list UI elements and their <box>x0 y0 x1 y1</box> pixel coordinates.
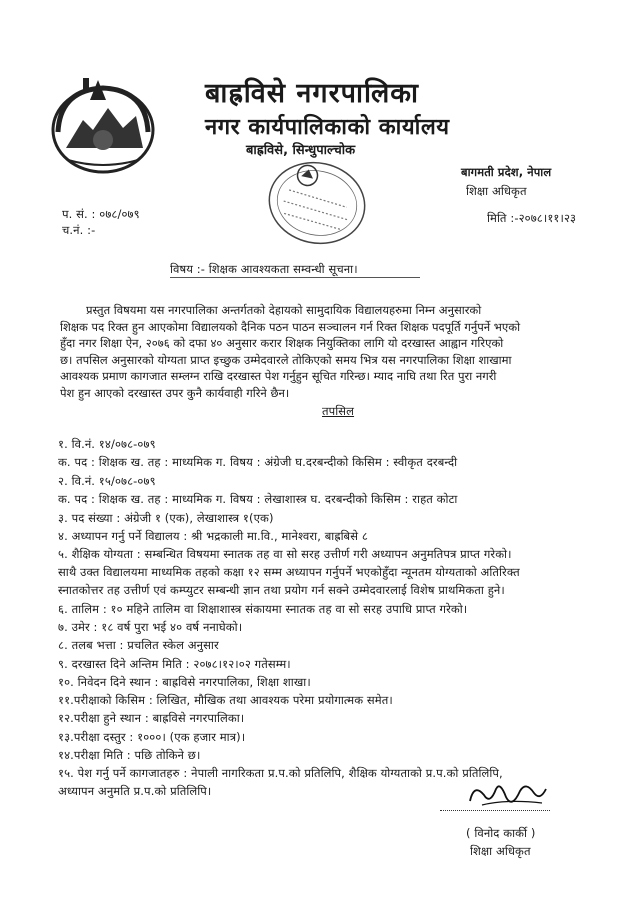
body-line: शिक्षक पद रिक्त हुन आएकोमा विद्यालयको दैनिक पठन पाठन सञ्चालन गर्न रिक्त शिक्षक पदपूर्ति गर्नुपर्ने भएको <box>60 319 521 334</box>
list-item: १४.परीक्षा मिति : पछि तोकिने छ। <box>58 748 201 762</box>
section-name: शिक्षा अधिकृत <box>466 184 527 198</box>
list-item: ५. शैक्षिक योग्यता : सम्बन्धित विषयमा स्नातक तह वा सो सरह उत्तीर्ण गरी अध्यापन अनुमतिपत्र प्राप्त गरेको। <box>58 547 512 561</box>
signature-line <box>440 810 550 811</box>
letter-number: प. सं. : ०७८/०७९ <box>62 207 140 221</box>
municipality-name: बाह्रविसे नगरपालिका <box>205 78 419 109</box>
subject-underline <box>170 277 420 278</box>
municipality-logo <box>38 70 168 175</box>
body-line: हुँदा नगर शिक्षा ऐन, २०७६ को दफा ४० अनुसार करार शिक्षक नियुक्तिका लागि यो दरखास्त आह्वान गरिएको <box>60 336 504 350</box>
body-line: पेश हुन आएको दरखास्त उपर कुनै कार्यवाही गरिने छैन। <box>60 385 290 400</box>
subject-line: विषय :- शिक्षक आवश्यकता सम्वन्धी सूचना। <box>170 262 358 276</box>
body-line: आवश्यक प्रमाण कागजात सम्लग्न राखि दरखास्त पेश गर्नुहुन सूचित गरिन्छ। म्याद नाघि तथा रित पुरा नगरी <box>60 369 497 383</box>
list-item: ८. तलब भत्ता : प्रचलित स्केल अनुसार <box>58 638 219 652</box>
list-item: ६. तालिम : १० महिने तालिम वा शिक्षाशास्त्र संकायमा स्नातक तह वा सो सरह उपाधि प्राप्त गरेको। <box>58 602 468 616</box>
list-item: साथै उक्त विद्यालयमा माध्यमिक तहको कक्षा १२ सम्म अध्यापन गर्नुपर्ने भएकोहुँदा न्यूनतम योग्यताको अतिरिक्त <box>58 565 520 579</box>
list-item: क. पद : शिक्षक ख. तह : माध्यमिक ग. विषय : लेखाशास्त्र घ. दरबन्दीको किसिम : राहत कोटा <box>58 492 458 506</box>
list-item: क. पद : शिक्षक ख. तह : माध्यमिक ग. विषय : अंग्रेजी घ.दरबन्दीको किसिम : स्वीकृत दरबन्दी <box>58 455 458 469</box>
letter-date: मिति :-२०७८।११।२३ <box>487 211 577 225</box>
list-item: ९. दरखास्त दिने अन्तिम मिति : २०७८।१२।०२ गतेसम्म। <box>58 657 291 671</box>
list-item: १२.परीक्षा हुने स्थान : बाह्रविसे नगरपालिका। <box>58 711 245 725</box>
tapsil-heading: तपसिल <box>322 404 355 418</box>
list-item: १०. निवेदन दिने स्थान : बाह्रविसे नगरपालिका, शिक्षा शाखा। <box>58 675 311 689</box>
office-name: नगर कार्यपालिकाको कार्यालय <box>205 115 450 140</box>
office-seal <box>262 156 372 251</box>
dispatch-number: च.नं. :- <box>62 223 96 237</box>
body-paragraph <box>60 302 618 401</box>
list-item: १३.परीक्षा दस्तुर : १०००। (एक हजार मात्र)। <box>58 730 246 744</box>
body-line: प्रस्तुत विषयमा यस नगरपालिका अन्तर्गतको देहायको सामुदायिक विद्यालयहरुमा निम्न अनुसारको <box>86 303 482 317</box>
province: बागमती प्रदेश, नेपाल <box>461 165 552 179</box>
office-address: बाह्रविसे, सिन्धुपाल्चोक <box>246 143 356 158</box>
list-item: १. वि.नं. १४/०७८-०७९ <box>58 437 156 451</box>
list-item: अध्यापन अनुमति प्र.प.को प्रतिलिपि। <box>58 784 212 798</box>
signatory-name: ( विनोद कार्की ) <box>466 826 536 840</box>
handwritten-signature <box>462 775 552 815</box>
list-item: ११.परीक्षाको किसिम : लिखित, मौखिक तथा आवश्यक परेमा प्रयोगात्मक समेत। <box>58 693 393 707</box>
list-item: ३. पद संख्या : अंग्रेजी १ (एक), लेखाशास्त्र १(एक) <box>58 511 274 525</box>
list-item: ४. अध्यापन गर्नु पर्ने विद्यालय : श्री भद्रकाली मा.वि., मानेश्वरा, बाह्रबिसे ८ <box>58 529 368 543</box>
body-line: छ। तपसिल अनुसारको योग्यता प्राप्त इच्छुक उम्मेदवारले तोकिएको समय भित्र यस नगरपालिका शिक्षा शाखामा <box>60 352 512 367</box>
list-item: १५. पेश गर्नु पर्ने कागजातहरु : नेपाली नागरिकता प्र.प.को प्रतिलिपि, शैक्षिक योग्यताको प्र.प.को प्रतिलिपि, <box>58 766 503 780</box>
list-item: २. वि.नं. १५/०७८-०७९ <box>58 474 156 488</box>
list-item: स्नातकोत्तर तह उत्तीर्ण एवं कम्प्युटर सम्बन्धी ज्ञान तथा प्रयोग गर्न सक्ने उम्मेदवारलाई विशेष प्राथमिकता हुने। <box>58 583 505 597</box>
signatory-title: शिक्षा अधिकृत <box>470 844 531 858</box>
list-item: ७. उमेर : १८ वर्ष पुरा भई ४० वर्ष ननाघेको। <box>58 620 243 634</box>
